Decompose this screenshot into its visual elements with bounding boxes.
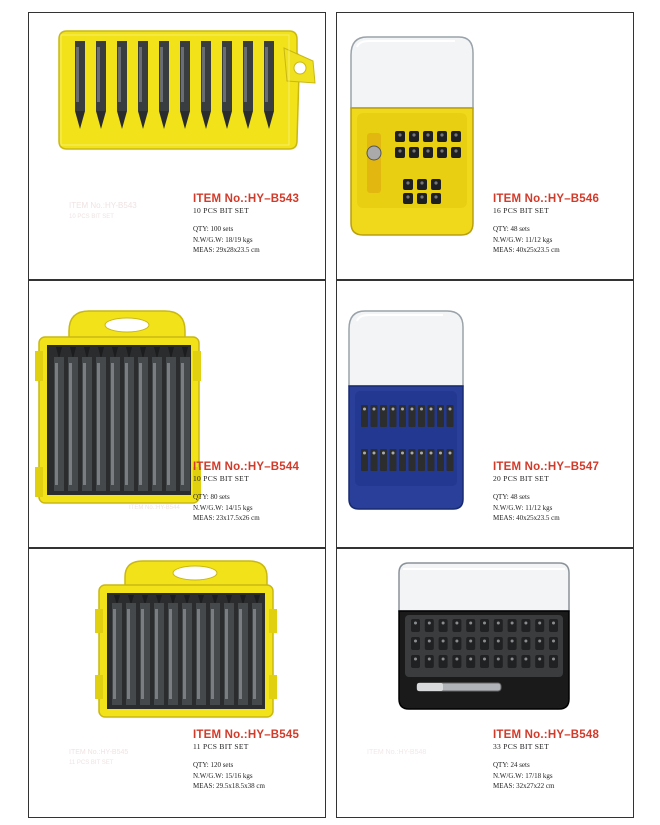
weight-text: N.W/G.W: 11/12 kgs xyxy=(493,503,553,512)
bit-icon xyxy=(439,655,448,668)
bit-icon xyxy=(494,637,503,650)
product-card-b548 xyxy=(336,548,634,818)
item-number: ITEM No.:HY–B548 xyxy=(493,729,600,741)
weight-text: N.W/G.W: 14/15 kgs xyxy=(193,503,253,512)
item-number: ITEM No.:HY–B546 xyxy=(493,193,600,205)
weight-text: N.W/G.W: 11/12 kgs xyxy=(493,235,553,244)
svg-text:ITEM No.:HY-B543: ITEM No.:HY-B543 xyxy=(69,201,137,210)
product-card-b543 xyxy=(28,12,326,280)
bit-icon xyxy=(535,619,544,632)
bit-icon xyxy=(480,637,489,650)
meas-text: MEAS: 40x25x23.5 cm xyxy=(493,514,560,522)
bit-icon xyxy=(411,637,420,650)
product-card-b544 xyxy=(28,280,326,548)
svg-text:10 PCS BIT SET: 10 PCS BIT SET xyxy=(69,214,114,220)
bit-icon xyxy=(480,655,489,668)
item-number: ITEM No.:HY–B547 xyxy=(493,461,600,473)
weight-text: N.W/G.W: 17/18 kgs xyxy=(493,771,553,780)
bit-icon xyxy=(452,655,461,668)
bit-icon xyxy=(466,619,475,632)
bit-icon xyxy=(508,655,517,668)
qty-text: QTY: 24 sets xyxy=(493,761,530,769)
bit-icon xyxy=(480,619,489,632)
qty-text: QTY: 120 sets xyxy=(193,761,234,769)
product-card-b545 xyxy=(28,548,326,818)
product-card-b547 xyxy=(336,280,634,548)
meas-text: MEAS: 23x17.5x26 cm xyxy=(193,514,260,522)
weight-text: N.W/G.W: 18/19 kgs xyxy=(193,235,253,244)
qty-text: QTY: 100 sets xyxy=(193,225,234,233)
item-description: 10 PCS BIT SET xyxy=(193,474,249,483)
product-card-b546 xyxy=(336,12,634,280)
bit-icon xyxy=(508,619,517,632)
bit-icon xyxy=(521,619,530,632)
bit-icon xyxy=(452,637,461,650)
bit-icon xyxy=(411,619,420,632)
bit-icon xyxy=(439,637,448,650)
meas-text: MEAS: 29.5x18.5x38 cm xyxy=(193,782,265,790)
svg-text:11 PCS BIT SET: 11 PCS BIT SET xyxy=(69,760,114,766)
bit-icon xyxy=(549,655,558,668)
item-description: 33 PCS BIT SET xyxy=(493,742,549,751)
qty-text: QTY: 48 sets xyxy=(493,225,530,233)
item-description: 20 PCS BIT SET xyxy=(493,474,549,483)
bit-icon xyxy=(508,637,517,650)
bit-icon xyxy=(494,619,503,632)
item-description: 10 PCS BIT SET xyxy=(193,206,249,215)
bit-icon xyxy=(521,655,530,668)
bit-icon xyxy=(425,655,434,668)
svg-text:ITEM No.:HY-B548: ITEM No.:HY-B548 xyxy=(367,749,427,756)
item-description: 16 PCS BIT SET xyxy=(493,206,549,215)
bit-icon xyxy=(549,637,558,650)
item-number: ITEM No.:HY–B544 xyxy=(193,461,300,473)
bit-icon xyxy=(494,655,503,668)
item-number: ITEM No.:HY–B545 xyxy=(193,729,300,741)
bit-icon xyxy=(521,637,530,650)
bit-icon xyxy=(535,655,544,668)
item-number: ITEM No.:HY–B543 xyxy=(193,193,300,205)
qty-text: QTY: 48 sets xyxy=(493,493,530,501)
bit-icon xyxy=(549,619,558,632)
weight-text: N.W/G.W: 15/16 kgs xyxy=(193,771,253,780)
bit-icon xyxy=(411,655,420,668)
svg-text:ITEM No.:HY-B544: ITEM No.:HY-B544 xyxy=(129,505,180,511)
bit-icon xyxy=(466,637,475,650)
bit-icon xyxy=(425,637,434,650)
meas-text: MEAS: 29x28x23.5 cm xyxy=(193,246,260,254)
svg-text:ITEM No.:HY-B545: ITEM No.:HY-B545 xyxy=(69,749,129,756)
bit-icon xyxy=(439,619,448,632)
bit-icon xyxy=(452,619,461,632)
meas-text: MEAS: 32x27x22 cm xyxy=(493,782,555,790)
bit-icon xyxy=(466,655,475,668)
bit-icon xyxy=(535,637,544,650)
bit-icon xyxy=(425,619,434,632)
item-description: 11 PCS BIT SET xyxy=(193,742,249,751)
qty-text: QTY: 80 sets xyxy=(193,493,230,501)
meas-text: MEAS: 40x25x23.5 cm xyxy=(493,246,560,254)
